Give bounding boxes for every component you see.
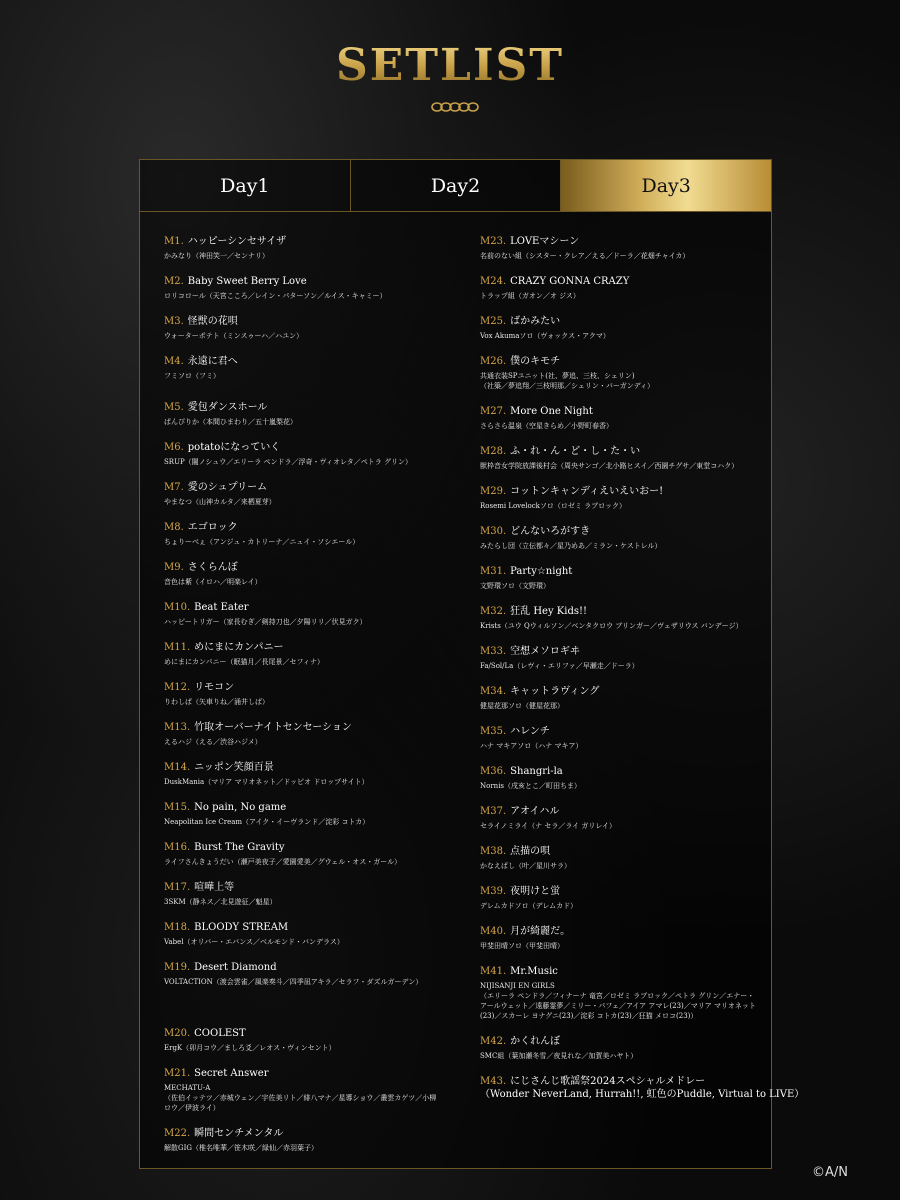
song-performers: 獣枠音女学院放課後村会（周央サンゴ／北小路ヒスイ／西園チグサ／東堂コハク） <box>480 462 739 470</box>
song-performers: Vabel（オリバー・エバンス／ベルモンド・バンデラス） <box>164 938 344 946</box>
song-number: M29. <box>480 486 507 497</box>
song-number: M21. <box>164 1068 191 1079</box>
song-number: M14. <box>164 762 191 773</box>
setlist-item <box>480 1035 780 1061</box>
song-number: M9. <box>164 562 184 573</box>
song-name: 夜明けと蛍 <box>510 886 561 897</box>
song-number: M11. <box>164 642 191 653</box>
song-title <box>480 235 780 248</box>
song-performers: りわしぱ（矢車りね／涌井しば） <box>164 698 269 706</box>
song-name: BLOODY STREAM <box>194 922 289 933</box>
song-name: Mr.Music <box>510 966 558 977</box>
setlist-item <box>480 885 780 911</box>
song-name: ハッピーシンセサイザ <box>187 236 287 247</box>
song-title <box>164 961 464 974</box>
song-performers: デレムカドソロ（デレムカド） <box>480 902 578 910</box>
setlist-item <box>480 685 780 711</box>
song-name: ふ・れ・ん・ど・し・た・い <box>510 446 641 457</box>
tab-day2[interactable]: Day2 <box>351 160 562 211</box>
setlist-item <box>164 721 464 747</box>
song-performers: ハッピートリガー（家長むぎ／剣持刀也／夕陽リリ／伏見ガク） <box>164 618 367 626</box>
song-performers-continued: （佐伯イッテツ／赤城ウェン／宇佐美リト／緋八マナ／星導ショウ／叢雲カゲツ／小柳 <box>164 1094 437 1102</box>
song-performers: ちょりーべぇ（アンジュ・カトリーナ／ニュイ・ソシエール） <box>164 538 360 546</box>
song-title <box>164 441 464 454</box>
song-performers: ロリコロール（天宮こころ／レイン・パターソン／ルイス・キャミー） <box>164 292 387 300</box>
setlist-item <box>164 1127 464 1153</box>
setlist-item <box>480 765 780 791</box>
song-number: M3. <box>164 316 184 327</box>
song-performers: Krists（ユウ Qウィルソン／ベンタクロウ ブリンガー／ヴェザリウス バンデージ） <box>480 622 743 630</box>
song-number: M19. <box>164 962 191 973</box>
setlist-item <box>480 485 780 511</box>
song-name: 僕のキモチ <box>510 356 561 367</box>
song-performers: Fa/Sol/La（レヴィ・エリファ／早瀬走／ドーラ） <box>480 662 639 670</box>
song-number: M39. <box>480 886 507 897</box>
song-performers: 共通衣装SPユニット(社、夢追、三枝、シェリン) <box>480 372 635 380</box>
song-name: エゴロック <box>187 522 238 533</box>
song-title <box>164 1127 464 1140</box>
song-number: M43. <box>480 1076 507 1087</box>
setlist-item <box>164 355 464 381</box>
song-number: M18. <box>164 922 191 933</box>
song-performers: セライノミライ（ナ セラ／ライ ガリレイ） <box>480 822 617 830</box>
setlist-item <box>164 235 464 261</box>
setlist-item <box>164 275 464 301</box>
setlist-item <box>480 445 780 471</box>
song-number: M16. <box>164 842 191 853</box>
song-number: M38. <box>480 846 507 857</box>
song-name: Shangri-la <box>510 766 563 777</box>
song-name: 瞬間センチメンタル <box>194 1128 284 1139</box>
song-title <box>480 765 780 778</box>
song-title <box>164 921 464 934</box>
song-name: アオイハル <box>510 806 560 817</box>
song-number: M34. <box>480 686 507 697</box>
song-name: Burst The Gravity <box>194 842 285 853</box>
song-name: 点描の唄 <box>510 846 551 857</box>
setlist-item <box>480 605 780 631</box>
song-performers: DuskMania（マリア マリオネット／ドッピオ ドロップサイト） <box>164 778 369 786</box>
setlist-item <box>480 925 780 951</box>
song-name: No pain, No game <box>194 802 287 813</box>
song-number: M1. <box>164 236 184 247</box>
song-performers: フミソロ（フミ） <box>164 372 220 380</box>
song-title <box>164 355 464 368</box>
song-title <box>164 521 464 534</box>
song-title <box>164 721 464 734</box>
song-number: M26. <box>480 356 507 367</box>
song-title <box>480 315 780 328</box>
tab-day1[interactable]: Day1 <box>140 160 351 211</box>
song-number: M13. <box>164 722 191 733</box>
song-title <box>164 315 464 328</box>
setlist-item <box>164 761 464 787</box>
song-performers: 甲斐田晴ソロ（甲斐田晴） <box>480 942 564 950</box>
song-performers: 3SKM（静ネス／北見遊征／魁星） <box>164 898 277 906</box>
song-name: potatoになっていく <box>187 442 281 453</box>
song-title <box>164 481 464 494</box>
song-number: M6. <box>164 442 184 453</box>
song-performers: Vox Akumaソロ（ヴォックス・アクマ） <box>480 332 610 340</box>
song-number: M28. <box>480 446 507 457</box>
song-title <box>480 1075 780 1088</box>
song-title <box>480 845 780 858</box>
copyright-credit: ©A/N <box>812 1165 848 1180</box>
song-performers: みたらし団（立伝都々／星乃めあ／ミラン・ケストレル） <box>480 542 662 550</box>
song-name: キャットラヴィング <box>510 686 600 697</box>
setlist-item <box>480 275 780 301</box>
song-number: M17. <box>164 882 191 893</box>
song-number: M23. <box>480 236 507 247</box>
song-performers-continued: （社築／夢追翔／三枝明那／シェリン・バーガンディ） <box>480 382 655 390</box>
setlist-item <box>164 921 464 947</box>
song-performers: Nornis（戌亥とこ／町田ちま） <box>480 782 582 790</box>
setlist-item <box>164 601 464 627</box>
song-performers: トラップ組（ガオン／オ ジス） <box>480 292 580 300</box>
setlist-item <box>480 845 780 871</box>
setlist-item <box>480 805 780 831</box>
song-performers: 文野環ソロ（文野環） <box>480 582 550 590</box>
song-name: Baby Sweet Berry Love <box>187 276 307 287</box>
setlist-item <box>164 961 464 987</box>
song-name: コットンキャンディえいえいおー! <box>510 486 664 497</box>
ornament-icon <box>430 100 480 114</box>
setlist-item <box>164 641 464 667</box>
song-number: M15. <box>164 802 191 813</box>
song-name: CRAZY GONNA CRAZY <box>510 276 630 287</box>
song-performers: めにまにカンパニー（眠猫月／長尾景／セフィナ） <box>164 658 324 666</box>
song-name: ニッポン笑顔百景 <box>194 762 274 773</box>
song-number: M35. <box>480 726 507 737</box>
song-name: More One Night <box>510 406 593 417</box>
setlist-item <box>164 315 464 341</box>
song-title <box>164 561 464 574</box>
song-performers: ErgK（卯月コウ／ましろ爻／レオス・ヴィンセント） <box>164 1044 336 1052</box>
song-number: M4. <box>164 356 184 367</box>
song-title <box>164 801 464 814</box>
song-title <box>480 445 780 458</box>
song-name: ハレンチ <box>510 726 550 737</box>
song-name: 狂乱 Hey Kids!! <box>510 606 588 617</box>
setlist-item <box>164 881 464 907</box>
song-name: ばかみたい <box>510 316 561 327</box>
song-performers: ハナ マキアソロ（ハナ マキア） <box>480 742 583 750</box>
song-performers: ライフさんきょうだい（瀬戸美夜子／愛園愛美／グウェル・オス・ガール） <box>164 858 402 866</box>
song-title <box>164 841 464 854</box>
song-performers: SRUP（闇ノシュウ／エリーラ ペンドラ／浮奇・ヴィオレタ／ペトラ グリン） <box>164 458 413 466</box>
song-performers: MECHATU-A <box>164 1084 211 1092</box>
setlist-item <box>164 841 464 867</box>
song-performers: かなえぱし（叶／星川サラ） <box>480 862 571 870</box>
song-name: 怪獣の花唄 <box>187 316 238 327</box>
song-name: Party☆night <box>510 566 573 577</box>
song-name: にじさんじ歌謡祭2024スペシャルメドレー <box>510 1076 706 1087</box>
song-name: 月が綺麗だ。 <box>510 926 571 937</box>
song-title <box>480 925 780 938</box>
setlist-item <box>164 1027 464 1053</box>
setlist-item <box>164 681 464 707</box>
song-name: Secret Answer <box>194 1068 269 1079</box>
song-performers: やまなつ（山神カルタ／来栖夏芽） <box>164 498 276 506</box>
song-title <box>480 525 780 538</box>
song-title <box>164 601 464 614</box>
song-number: M30. <box>480 526 507 537</box>
song-number: M20. <box>164 1028 191 1039</box>
song-performers: VOLTACTION（渡会雲雀／風楽奏斗／四季凪アキラ／セラフ・ダズルガーデン） <box>164 978 423 986</box>
song-number: M31. <box>480 566 507 577</box>
song-number: M40. <box>480 926 507 937</box>
song-name: かくれんぼ <box>510 1036 561 1047</box>
song-name: COOLEST <box>194 1028 246 1039</box>
song-name: どんないろがすき <box>510 526 591 537</box>
song-title <box>480 605 780 618</box>
song-name: 愛のシュプリーム <box>187 482 268 493</box>
song-title <box>480 805 780 818</box>
setlist-item <box>164 401 464 427</box>
song-number: M7. <box>164 482 184 493</box>
setlist-item <box>164 481 464 507</box>
song-number: M10. <box>164 602 191 613</box>
song-performers: 音色は紫（イロハ／明楽レイ） <box>164 578 262 586</box>
song-performers: えるハジ（える／渋谷ハジメ） <box>164 738 262 746</box>
song-title <box>164 275 464 288</box>
song-performers-continued: (23)／スカーレ ヨナグニ(23)／淀彩 コトカ(23)／狂猫 メロコ(23)） <box>480 1012 698 1020</box>
setlist-item <box>164 561 464 587</box>
song-title <box>480 965 780 978</box>
song-performers: ウォーターポテト（ミンスゥーハ／ハユン） <box>164 332 304 340</box>
song-performers: Neapolitan Ice Cream（アイク・イーヴランド／淀彩 コトカ） <box>164 818 370 826</box>
song-title <box>480 885 780 898</box>
setlist-item <box>480 405 780 431</box>
song-performers: SMC組（葉加瀬冬雪／夜見れな／加賀美ハヤト） <box>480 1052 638 1060</box>
tab-day3[interactable]: Day3 <box>561 160 771 211</box>
song-number: M22. <box>164 1128 191 1139</box>
song-name: 喧嘩上等 <box>194 882 235 893</box>
song-title <box>480 355 780 368</box>
song-title <box>164 1027 464 1040</box>
setlist-item <box>480 315 780 341</box>
song-number: M33. <box>480 646 507 657</box>
song-number: M8. <box>164 522 184 533</box>
song-performers: さらさら温泉（空星きらめ／小野町春香） <box>480 422 613 430</box>
song-title <box>164 681 464 694</box>
setlist-right-column <box>480 235 805 1115</box>
song-name: Beat Eater <box>194 602 249 613</box>
setlist-panel <box>139 159 805 1169</box>
setlist-item <box>480 355 780 391</box>
song-number: M2. <box>164 276 184 287</box>
song-performers-continued: ロウ／伊波ライ） <box>164 1104 220 1112</box>
setlist-item <box>480 725 780 751</box>
song-title <box>164 761 464 774</box>
song-number: M12. <box>164 682 191 693</box>
song-number: M41. <box>480 966 507 977</box>
song-number: M42. <box>480 1036 507 1047</box>
song-title <box>164 641 464 654</box>
song-name: Desert Diamond <box>194 962 277 973</box>
song-number: M37. <box>480 806 507 817</box>
song-number: M27. <box>480 406 507 417</box>
song-title <box>164 1067 464 1080</box>
song-name: 愛包ダンスホール <box>187 402 268 413</box>
song-title <box>480 685 780 698</box>
song-performers: 名前のない組（シスター・クレア／える／ドーラ／花畑チャイカ） <box>480 252 690 260</box>
setlist-item <box>164 441 464 467</box>
song-number: M25. <box>480 316 507 327</box>
song-title <box>164 881 464 894</box>
song-performers-continued: アールウェット／遠藤霊夢／ミリー・パフェ／アイア アマレ(23)／マリア マリオネット <box>480 1002 756 1010</box>
song-performers: 健屋花那ソロ（健屋花那） <box>480 702 564 710</box>
song-name: 永遠に君へ <box>187 356 238 367</box>
song-title <box>480 485 780 498</box>
song-name: さくらんぼ <box>187 562 238 573</box>
setlist-item <box>164 801 464 827</box>
song-title <box>480 565 780 578</box>
song-performers: 解散GIG（椎名唯華／笹木咲／緑仙／赤羽葉子） <box>164 1144 318 1152</box>
setlist-item <box>480 645 780 671</box>
song-title <box>164 401 464 414</box>
song-name-continued: （Wonder NeverLand, Hurrah!!, 虹色のPuddle, Virtual to LIVE） <box>480 1089 805 1100</box>
page-title: SETLIST <box>0 40 900 91</box>
song-number: M32. <box>480 606 507 617</box>
song-number: M36. <box>480 766 507 777</box>
song-performers: かみなり（神田笑一／センナリ） <box>164 252 269 260</box>
song-performers: NIJISANJI EN GIRLS <box>480 982 555 990</box>
song-name: LOVEマシーン <box>510 236 580 247</box>
song-name: 竹取オーバーナイトセンセーション <box>194 722 352 733</box>
day-tabs <box>140 160 771 212</box>
song-name: 空想メソロギヰ <box>510 646 580 657</box>
song-title <box>480 275 780 288</box>
song-performers: ぱんぴりか（本間ひまわり／五十嵐梨花） <box>164 418 297 426</box>
song-title <box>480 405 780 418</box>
song-name: めにまにカンパニー <box>194 642 284 653</box>
song-title <box>480 1035 780 1048</box>
setlist-item <box>480 235 780 261</box>
setlist-item <box>480 565 780 591</box>
setlist-item <box>164 521 464 547</box>
song-performers-continued: （エリーラ ペンドラ／フィナーナ 竜宮／ロゼミ ラブロック／ペトラ グリン／エナー・ <box>480 992 755 1000</box>
song-title <box>480 725 780 738</box>
setlist-item <box>164 1067 464 1113</box>
song-number: M24. <box>480 276 507 287</box>
song-title <box>480 645 780 658</box>
song-number: M5. <box>164 402 184 413</box>
song-name: リモコン <box>194 682 235 693</box>
setlist-item <box>480 525 780 551</box>
song-title <box>164 235 464 248</box>
setlist-item <box>480 965 780 1021</box>
setlist-left-column <box>164 235 464 1167</box>
song-performers: Rosemi Lovelockソロ（ロゼミ ラブロック） <box>480 502 626 510</box>
setlist-item <box>480 1075 805 1101</box>
